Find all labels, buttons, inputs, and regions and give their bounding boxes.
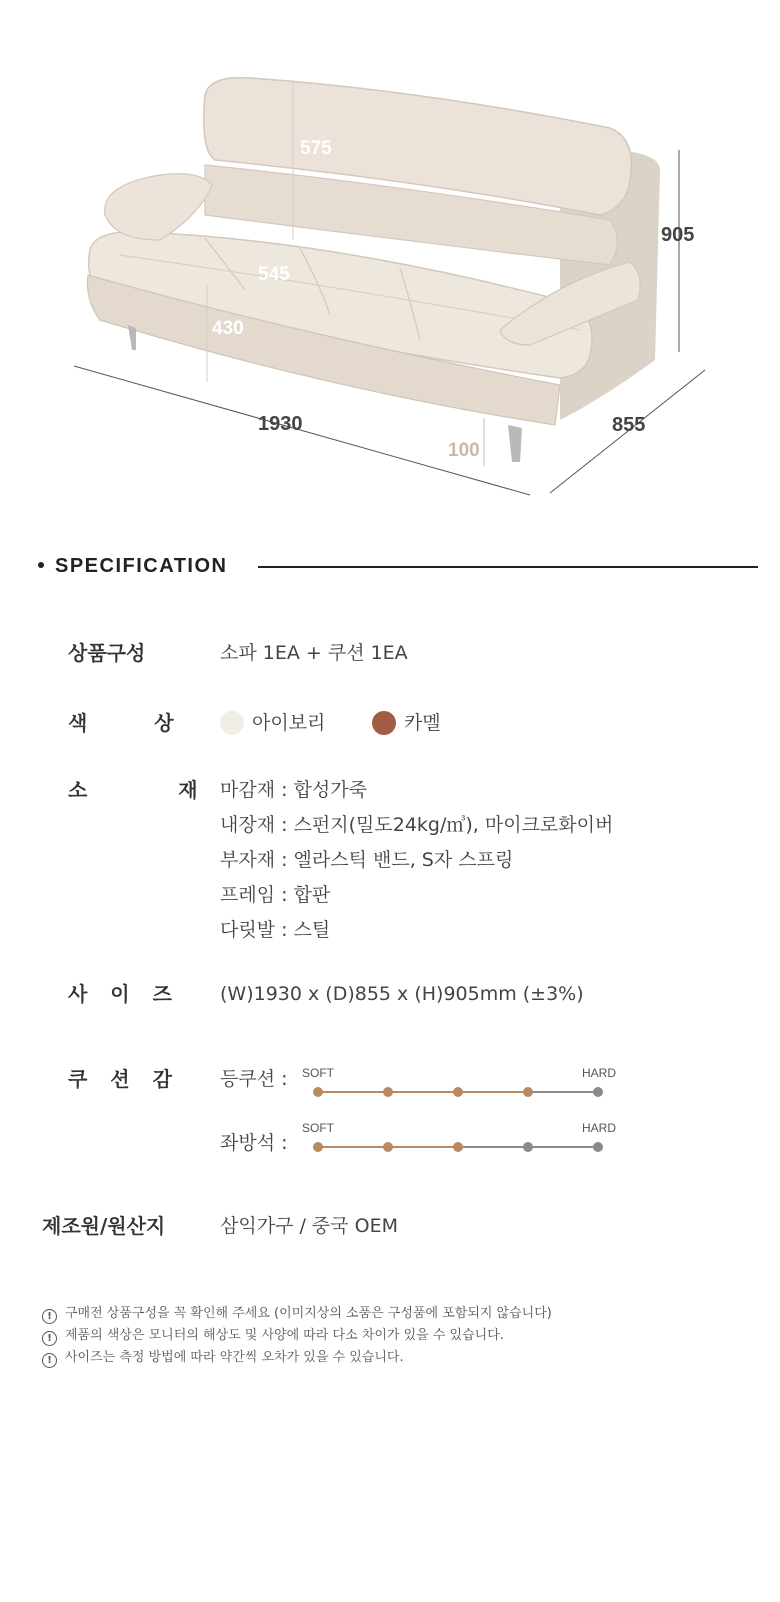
specification-title: SPECIFICATION: [55, 555, 228, 577]
material-line: 마감재 : 합성가죽: [220, 779, 367, 801]
origin-value: 삼익가구 / 중국 OEM: [220, 1215, 398, 1237]
color-swatch-camel: [372, 711, 396, 735]
scale-dot: [383, 1087, 393, 1097]
color-option-camel: 카멜: [404, 712, 441, 734]
info-circle-icon: !: [42, 1309, 57, 1324]
notice-item: [42, 1347, 552, 1369]
hard-label: HARD: [581, 1121, 616, 1135]
seat-cushion-scale: [300, 1121, 620, 1161]
notice-item: [42, 1303, 552, 1325]
dim-backrest-height: 575: [300, 138, 332, 159]
scale-dot: [593, 1087, 603, 1097]
sofa-dimension-image: [0, 0, 780, 520]
dim-leg-height: 100: [448, 440, 480, 461]
scale-track-segment: [458, 1091, 528, 1093]
color-label: 색 상: [68, 711, 204, 735]
specification-header: [38, 553, 758, 579]
scale-track-segment: [388, 1091, 458, 1093]
color-swatch-ivory: [220, 711, 244, 735]
scale-track-segment: [318, 1091, 388, 1093]
notice-list: [42, 1303, 552, 1369]
dim-seat-height: 430: [212, 318, 244, 339]
origin-label: 제조원/원산지: [42, 1214, 166, 1238]
sofa-leg: [508, 425, 522, 462]
material-line: 프레임 : 합판: [220, 884, 331, 906]
scale-dot: [313, 1142, 323, 1152]
scale-track-segment: [458, 1146, 528, 1148]
soft-label: SOFT: [302, 1066, 334, 1080]
back-cushion-label: 등쿠션 :: [220, 1068, 288, 1090]
size-label: 사 이 즈: [68, 982, 180, 1006]
material-label: 소 재: [68, 778, 240, 802]
dim-seat-depth: 545: [258, 264, 290, 285]
sofa-leg: [128, 325, 136, 350]
notice-text: 제품의 색상은 모니터의 해상도 및 사양에 따라 다소 차이가 있을 수 있습니다.: [65, 1328, 504, 1343]
color-option-ivory: 아이보리: [252, 712, 326, 734]
hard-label: HARD: [581, 1066, 616, 1080]
info-circle-icon: !: [42, 1353, 57, 1368]
sofa-left-arm: [105, 174, 212, 240]
notice-item: [42, 1325, 552, 1347]
seat-cushion-label: 좌방석 :: [220, 1132, 288, 1154]
header-divider: [258, 566, 758, 568]
size-value: (W)1930 x (D)855 x (H)905mm (±3%): [220, 983, 584, 1005]
scale-track-segment: [528, 1146, 598, 1148]
scale-dot: [523, 1087, 533, 1097]
composition-label: 상품구성: [68, 641, 146, 665]
bullet-dot: [38, 562, 44, 568]
scale-track-segment: [318, 1146, 388, 1148]
notice-text: 구매전 상품구성을 꼭 확인해 주세요 (이미지상의 소품은 구성품에 포함되지 않습니다): [65, 1306, 552, 1321]
material-line: 다릿발 : 스틸: [220, 919, 331, 941]
scale-track-segment: [528, 1091, 598, 1093]
back-cushion-scale: [300, 1066, 620, 1106]
scale-dot: [383, 1142, 393, 1152]
scale-dot: [453, 1087, 463, 1097]
dim-width: 1930: [258, 413, 303, 435]
scale-dot: [453, 1142, 463, 1152]
scale-dot: [523, 1142, 533, 1152]
material-line: 부자재 : 엘라스틱 밴드, S자 스프링: [220, 849, 514, 871]
info-circle-icon: !: [42, 1331, 57, 1346]
scale-track-segment: [388, 1146, 458, 1148]
cushion-label: 쿠 션 감: [68, 1067, 180, 1091]
dim-depth: 855: [612, 414, 646, 436]
material-line: 내장재 : 스펀지(밀도24kg/㎥), 마이크로화이버: [220, 814, 614, 836]
scale-dot: [313, 1087, 323, 1097]
scale-dot: [593, 1142, 603, 1152]
composition-value: 소파 1EA + 쿠션 1EA: [220, 642, 408, 664]
dim-total-height: 905: [661, 224, 695, 246]
notice-text: 사이즈는 측정 방법에 따라 약간씩 오차가 있을 수 있습니다.: [65, 1350, 404, 1365]
soft-label: SOFT: [302, 1121, 334, 1135]
